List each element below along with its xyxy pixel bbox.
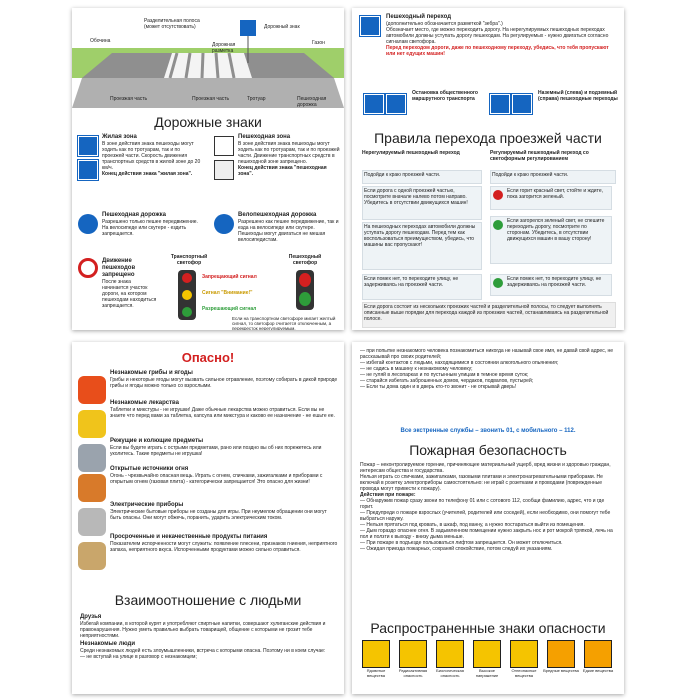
biohazard-icon xyxy=(436,640,464,668)
left-step-2: Если дорога с одной проезжей частью, посмотрите вначале налево потом направо. Убедитесь в отсутствии движущихся машин! xyxy=(362,186,482,220)
hazard-harmful xyxy=(543,640,579,673)
fire-title: Пожарная безопасность xyxy=(409,442,567,458)
right-step-2 xyxy=(490,186,612,210)
strangers-text: Среди незнакомых людей есть злоумышленники, встреча с которыми опасна. Поэтому ни в коем случае: xyxy=(80,648,326,654)
item3-title: Режущие и колющие предметы xyxy=(110,438,204,444)
hazard-label-2: Радиоактивная опасность xyxy=(398,668,428,678)
right-step-1: Подойди к краю проезжей части. xyxy=(490,170,616,184)
no-ped-text: После знака начинается участок дороги, на котором пешеходам находиться запрещается. xyxy=(102,279,157,309)
col1-title: Нерегулируемый пешеходный переход xyxy=(362,150,460,156)
bullet-4: — не гуляй в лесопарках и по пустынным улицам в темное время суток; xyxy=(360,372,529,378)
footpath-icon xyxy=(78,214,98,234)
sign1-title: Жилая зона xyxy=(102,134,137,140)
label-footpath: Пешеходная дорожка xyxy=(297,96,327,108)
no-pedestrians-icon xyxy=(78,258,98,278)
bullet-3: — не садись в машину к незнакомому человеку; xyxy=(360,366,473,372)
label-divider: Разделительная полоса (может отсутствовать) xyxy=(144,18,200,30)
item6-text: Показателем испорченности могут служить: появление плесени, признаков гниения, неприятного запаха, неприятного вкуса. Испорченными продуктами можно сильно отравиться. xyxy=(110,541,338,553)
fire-actions-title: Действия при пожаре: xyxy=(360,492,416,498)
radiation-icon xyxy=(399,640,427,668)
stop-label: Остановка общественного маршрутного транспорта xyxy=(412,90,478,102)
left-step-3: На пешеходных переходах автомобили должны уступать дорогу пешеходам. Перед тем как воспользоваться преимуществом, убедись, что машины вас пропускают! xyxy=(362,222,482,270)
fire-def: Пожар – неконтролируемое горение, причиняющее материальный ущерб, вред жизни и здоровью граждан, интересам общества и государства. xyxy=(360,462,611,474)
item4-title: Открытые источники огня xyxy=(110,466,189,472)
traffic-light-label: Транспортный светофор xyxy=(170,254,208,266)
signal-yellow: Сигнал "Внимание!" xyxy=(202,290,253,296)
sign4-title: Велопешеходная дорожка xyxy=(238,212,317,218)
emergency-line: Все экстренные службы – звонить 01, с мобильного – 112. xyxy=(400,428,576,434)
ped-light-icon xyxy=(296,270,314,310)
sign4-text: Разрешено как пешее передвижение, так и езда на велосипеде или скутере. Пешеходы могут двигаться не мешая велосипедистам. xyxy=(238,219,339,243)
col2-title: Регулируемый пешеходный переход со светофорным регулированием xyxy=(490,150,589,162)
appliance-icon xyxy=(78,508,106,536)
hazard-corrosive xyxy=(580,640,616,673)
item2-title: Незнакомые лекарства xyxy=(110,400,179,406)
mushroom-icon xyxy=(78,376,106,404)
hazard-radiation xyxy=(395,640,431,678)
underpass-icon xyxy=(512,94,532,114)
spoiled-food-icon xyxy=(78,542,106,570)
hazard-bio xyxy=(432,640,468,678)
harmful-icon xyxy=(547,640,575,668)
page-crossing-rules xyxy=(352,8,624,330)
hazard-title: Распространенные знаки опасности xyxy=(370,620,606,636)
hazard-label-6: Вредные вещества xyxy=(543,668,579,673)
page-fire-safety xyxy=(352,342,624,694)
hazard-label-7: Едкие вещества xyxy=(582,668,614,673)
no-ped-title: Движение пешеходов запрещено xyxy=(102,258,136,278)
item1-title: Незнакомые грибы и ягоды xyxy=(110,370,193,376)
rules-title: Правила перехода проезжей части xyxy=(374,130,602,146)
right-step-4-text: Если помех нет, то переходите улицу, не задерживаясь на проезжей части. xyxy=(507,276,602,288)
label-roadway: Проезжая часть xyxy=(110,96,148,102)
pedestrian-zone-icon xyxy=(214,136,234,156)
crossing-footer: Если дорога состоит из нескольких проезжих частей и разделительной полосы, то следует выполнять описанные выше порядки для перехода каждой из проезжих частей, останавливаясь на разделительной полосе. xyxy=(362,302,616,328)
signal-green: Разрешающий сигнал xyxy=(202,306,257,312)
sign2-end: Конец действия знака "пешеходная зона". xyxy=(238,165,327,177)
fire-icon xyxy=(78,474,106,502)
ped-light-label: Пешеходный светофор xyxy=(288,254,322,266)
red-light-icon xyxy=(493,190,503,200)
left-step-1: Подойди к краю проезжей части. xyxy=(362,170,482,184)
sign2-text: В зоне действия знака пешеходы могут ходить как по тротуарам, так и по проезжей части. Движение транспортных средств в пешеходной зоне запрещено. xyxy=(238,141,340,165)
bullet-1: — при попытке незнакомого человека познакомиться никогда не называй свое имя, не давай свой адрес, не рассказывай про своих родителей; xyxy=(360,348,614,360)
living-zone-end-icon xyxy=(78,160,98,180)
sign1-text: В зоне действия знака пешеходы могут ходить как по тротуарам, так и по проезжей части. Скорость движения транспортных средств в жилой зоне до 20 км/ч. xyxy=(102,141,201,171)
fire-action-1: — Обнаружив пожар сразу звони по телефону 01 или с сотового 112, сообщи фамилию, адрес, что и где горит. xyxy=(360,498,605,510)
friends-title: Друзья xyxy=(80,614,102,620)
right-step-3-text: Если загорелся зеленый свет, не спешите переходить дорогу, посмотрите по сторонам. Убедитесь, в отсутствии движущихся машин в вашу сторону! xyxy=(507,218,605,242)
sign1-end: Конец действия знака "жилая зона". xyxy=(102,171,193,177)
green-light-icon xyxy=(493,220,503,230)
hazard-label-5: Огнеопасные вещества xyxy=(511,668,537,678)
signal-red: Запрещающий сигнал xyxy=(202,274,257,280)
fire-action-5: — При пожаре в подъезде пользоваться лифтом запрещается. Он может отключиться. xyxy=(360,540,563,546)
hazard-row xyxy=(358,640,618,690)
label-curb: Обочина xyxy=(90,38,111,44)
item1-text: Грибы и некоторые ягоды могут вызвать сильное отравление, поэтому собирать в дикой природе грибы и ягоды можно только со взрослыми. xyxy=(110,377,338,389)
go-icon xyxy=(493,278,503,288)
crossing-warning: Перед переходом дороги, даже по пешеходному переходу, убедись, что тебя пропускают или нет едущих машин! xyxy=(386,45,609,57)
bike-path-icon xyxy=(214,214,234,234)
tram-stop-icon xyxy=(386,94,406,114)
left-step-4: Если помех нет, то переходите улицу, не задерживаясь на проезжей части. xyxy=(362,274,482,300)
label-marking: Дорожная разметка xyxy=(212,42,236,54)
hazard-toxic xyxy=(358,640,394,678)
toxic-icon xyxy=(362,640,390,668)
right-step-4 xyxy=(490,274,612,296)
hazard-label-4: Высокое напряжение xyxy=(475,668,499,678)
traffic-light-icon xyxy=(178,270,196,320)
label-sign: Дорожный знак xyxy=(264,24,300,30)
item5-title: Электрические приборы xyxy=(110,502,184,508)
overpass-icon xyxy=(490,94,510,114)
bus-stop-icon xyxy=(364,94,384,114)
sign2-title: Пешеходная зона xyxy=(238,134,291,140)
hazard-label-3: Биологическая опасность xyxy=(436,668,464,678)
strangers-title: Незнакомые люди xyxy=(80,641,136,647)
relations-title: Взаимоотношение с людьми xyxy=(114,592,302,608)
fire-no-play: Нельзя играть со спичками, зажигалками, газовыми плитами и электронагревательными приборами. Не включай в розетку электроприборы самостоятельно: не играй с розетками и проводами (поврежденные провода могут привести к пожару). xyxy=(360,474,603,492)
danger-title: Опасно! xyxy=(181,350,235,365)
high-voltage-icon xyxy=(473,640,501,668)
hazard-label-1: Ядовитые вещества xyxy=(366,668,386,678)
right-step-3 xyxy=(490,216,612,264)
flammable-icon xyxy=(510,640,538,668)
hazard-voltage xyxy=(469,640,505,678)
fire-action-4: — Дым гораздо опаснее огня. В задымленном помещении нужно закрыть нос и рот мокрой тряпкой, лечь на пол и ползти к выходу - внизу дыма меньше. xyxy=(360,528,613,540)
crosswalk-sign-icon xyxy=(360,16,380,36)
sign3-title: Пешеходная дорожка xyxy=(102,212,166,218)
sign3-text: Разрешено только пешее передвижение. На велосипеде или скутере - ездить запрещается. xyxy=(102,219,198,237)
item3-text: Если вы будете играть с острыми предметами, рано или поздно вы об них порежетесь или уколитесь. Такие предметы не игрушка! xyxy=(110,445,322,457)
crossing-sub: (дополнительно обозначается разметкой "зебра".) xyxy=(386,21,503,27)
bullet-2: — избегай контактов с людьми, находящимися в состоянии алкогольного опьянения; xyxy=(360,360,559,366)
fire-action-3: — Нельзя прятаться под кровать, в шкаф, под ванну, а нужно постараться выйти из помещения. xyxy=(360,522,585,528)
label-lawn: Газон xyxy=(312,40,325,46)
bullet-5: — старайся избегать заброшенных домов, чердаков, подвалов, пустырей; xyxy=(360,378,534,384)
crossing-title: Пешеходный переход xyxy=(386,14,452,20)
overpass-label: Наземный (слева) и подземный (справа) пешеходные переходы xyxy=(538,90,618,102)
pedestrian-zone-end-icon xyxy=(214,160,234,180)
bullet-6: — Если ты дома один и в дверь кто-то звонит - не открывай дверь! xyxy=(360,384,517,390)
light-note: Если на транспортном светофоре мигает желтый сигнал, то светофор считается отключенным, а перекресток нерегулируемым. xyxy=(232,316,336,330)
page-road-signs xyxy=(72,8,344,330)
hazard-flammable xyxy=(506,640,542,678)
bullet-list xyxy=(360,348,616,390)
page-danger xyxy=(72,342,344,694)
crossing-text: Обозначает место, где можно переходить дорогу. На нерегулируемых пешеходных переходах автомобили должны уступать дорогу пешеходам. На регулируемых - нужно двигаться согласно сигналам светофора. xyxy=(386,27,609,45)
knife-icon xyxy=(78,444,106,472)
corrosive-icon xyxy=(584,640,612,668)
right-step-2-text: Если горит красный свет, стойте и ждите, пока загорится зеленый. xyxy=(507,188,603,200)
friends-text: Избегай компании, в которой курят и употребляют спиртные напитки, совершают хулиганские действия и правонарушения. Нужно уметь правильно выбрать товарищей, общение с которыми не грозит тебе неприятностями. xyxy=(80,621,326,639)
fire-action-6: — Ожидая приезда пожарных, сохраняй спокойствие, потом следуй их указаниям. xyxy=(360,546,553,552)
pills-icon xyxy=(78,410,106,438)
road-signs-title: Дорожные знаки xyxy=(154,114,262,130)
fire-action-2: — Предупреди о пожаре взрослых (учителей, родителей или соседей), если необходимо, они помогут тебе выбраться наружу. xyxy=(360,510,611,522)
item5-text: Электрические бытовые приборы не созданы для игры. При неумелом обращении они могут быть опасны. Они могут обжечь, поранить, ударить электрическим током. xyxy=(110,509,327,521)
item6-title: Просроченные и некачественные продукты питания xyxy=(110,534,268,540)
item2-text: Таблетки и микстуры - не игрушки! Даже обычные лекарства можно отравиться. Если вы не знаете что перед вами за таблетка, капсула или микстура и каково ее назначение - не ешьте ее. xyxy=(110,407,335,419)
item4-text: Огонь - чрезвычайно опасная вещь. Играть с огнем, спичками, зажигалками и приборами с открытым огнем (газовая плита) - категорически запрещается! Это опасно для жизни! xyxy=(110,473,323,485)
label-roadway2: Проезжая часть xyxy=(192,96,230,102)
living-zone-icon xyxy=(78,136,98,156)
label-sidewalk: Тротуар xyxy=(247,96,266,102)
strangers-bullet: — не вступай на улице в разговор с незнакомцем; xyxy=(80,654,197,660)
